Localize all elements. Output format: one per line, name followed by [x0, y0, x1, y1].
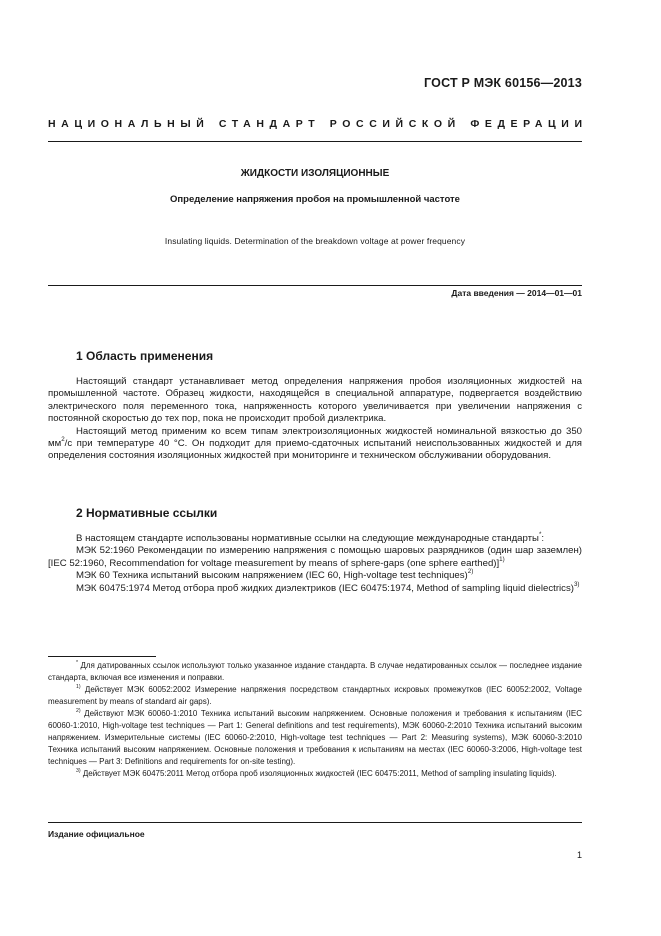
- paragraph: В настоящем стандарте использованы нормативные ссылки на следующие международные стандарты*:: [76, 531, 545, 544]
- national-standard-title: [48, 118, 588, 130]
- footnote: $^{1)}$ Действует МЭК 60052:2002 Измерение напряжения посредством стандартных искровых промежутков (IEC 60052:2002, Voltage measurement by means of standard air gaps).: [48, 683, 582, 706]
- document-title: ЖИДКОСТИ ИЗОЛЯЦИОННЫЕ: [240, 168, 390, 179]
- document-subtitle: Определение напряжения пробоя на промышленной частоте: [170, 194, 460, 205]
- date-of-introduction: Дата введения — 2014—01—01: [451, 288, 582, 298]
- header-rule: [48, 141, 582, 142]
- footnote-separator: [48, 656, 156, 657]
- section-2-heading: 2 Нормативные ссылки: [76, 506, 218, 520]
- section-1-body: [48, 376, 582, 463]
- document-title-english: Insulating liquids. Determination of the breakdown voltage at power frequency: [164, 236, 466, 246]
- title-rule: [48, 285, 582, 286]
- section-1-heading: 1 Область применения: [76, 349, 214, 363]
- footnote: $^{3)}$ Действует МЭК 60475:2011 Метод отбора проб изоляционных жидкостей (IEC 60475:2011, Method of sampling insulating liquids).: [76, 767, 557, 778]
- footnote: * Для датированных ссылок используют только указанное издание стандарта. В случае недатированных ссылок — последнее издание стандарта, включая все изменения и поправки.: [48, 659, 582, 682]
- national-title-word: ФЕДЕРАЦИИ: [470, 118, 588, 130]
- national-title-word: НАЦИОНАЛЬНЫЙ: [48, 118, 210, 130]
- reference-item: МЭК 60 Техника испытаний высоким напряжением (IEC 60, High-voltage test techniques)$^{2)}$: [76, 568, 474, 582]
- reference-item: МЭК 60475:1974 Метод отбора проб жидких диэлектриков (IEC 60475:1974, Method of sampling liquid dielectrics)$^{3)}$: [76, 580, 580, 594]
- footnotes: [48, 660, 582, 780]
- national-title-word: СТАНДАРТ: [218, 118, 321, 130]
- edition-label: Издание официальное: [48, 829, 145, 839]
- page-number: 1: [576, 850, 582, 860]
- paragraph: Настоящий стандарт устанавливает метод определения напряжения пробоя изоляционных жидкостей на промышленной частоте. Образец жидкости, находящейся в специальной аппаратуре, подвергается воздействию электрического поля переменного тока, напряженность которого увеличивается при увеличении напряжения с постоянной скоростью до тех пор, пока не происходит пробой диэлектрика.: [48, 376, 582, 425]
- footer-rule: [48, 822, 582, 823]
- paragraph: Настоящий метод применим ко всем типам электроизоляционных жидкостей номинальной вязкостью до 350 $мм^2/с$ при температуре 40 °С. Он подходит для приемо-сдаточных испытаний неиспользованных жидкостей и для определения состояния изоляционных жидкостей при мониторинге и техническом обслуживании оборудования.: [48, 425, 582, 462]
- reference-item: МЭК 52:1960 Рекомендации по измерению напряжения с помощью шаровых разрядников (один шар заземлен) [IEC 52:1960, Recommendation for voltage measurement by means of sphere-gaps (one sphere earthed)]$^{1)}$: [48, 545, 582, 569]
- footnote: $^{2)}$ Действуют МЭК 60060-1:2010 Техника испытаний высоким напряжением. Основные положения и требования к испытаниям (IEC 60060-1:2010, High-voltage test techniques — Part 1: General definitions and test requirements), МЭК 60060-2:2010 Техника испытаний высоким напряжением. Измерительные системы (IEC 60060-2:2010, High-voltage test techniques — Part 2: Measuring systems), МЭК 60060-3:2010 Техника испытаний высоким напряжением. Основные положения и требования к испытаниям на местах (IEC 60060-3:2006, High-voltage test techniques — Part 3: Definitions and requirements for on-site testing).: [48, 707, 582, 766]
- section-2-body: [48, 533, 582, 595]
- national-title-word: РОССИЙСКОЙ: [329, 118, 461, 130]
- standard-code: ГОСТ Р МЭК 60156—2013: [424, 76, 582, 90]
